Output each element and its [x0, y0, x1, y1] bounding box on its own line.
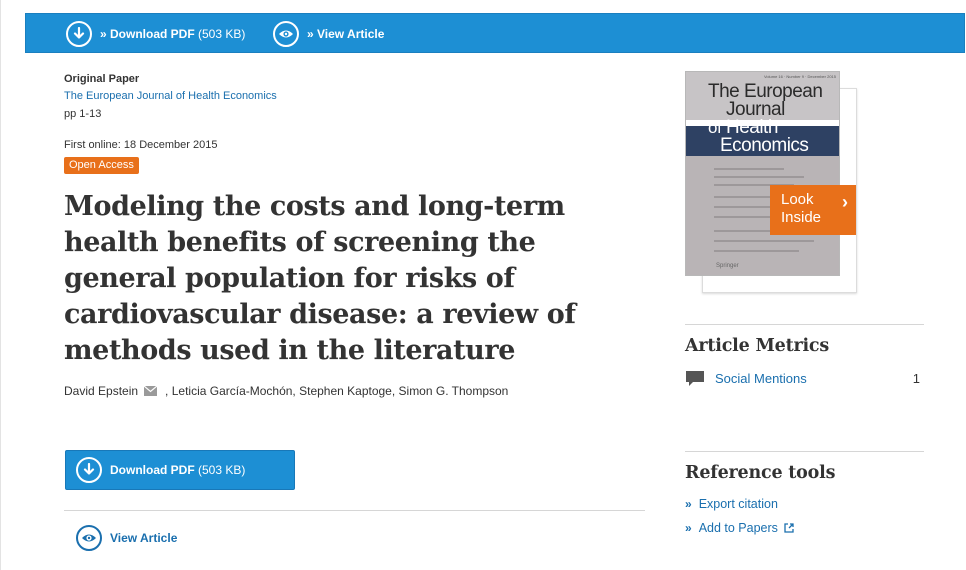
cover-volume-text: Volume 16 · Number 9 · December 2015	[763, 74, 836, 79]
double-chevron-icon: »	[685, 521, 692, 535]
author-link-epstein[interactable]: David Epstein	[64, 384, 139, 398]
eye-icon	[273, 21, 299, 47]
article-metrics-heading: Article Metrics	[685, 336, 830, 356]
journal-link[interactable]: The European Journal of Health Economics	[64, 90, 277, 102]
download-icon	[66, 21, 92, 47]
view-article-button[interactable]	[76, 525, 177, 551]
reference-tools-heading: Reference tools	[685, 463, 836, 483]
view-article-label: View Article	[110, 531, 178, 545]
article-title: Modeling the costs and long-term health benefits of screening the general population for risks of cardiovascular disease: a review of methods used in the literature	[64, 191, 576, 366]
toolbar-download-pdf-button[interactable]	[66, 14, 245, 54]
journal-cover-image[interactable]	[685, 71, 840, 276]
content-divider	[64, 510, 645, 511]
page-left-border	[0, 0, 1, 570]
article-pages: pp 1-13	[64, 108, 102, 120]
speech-bubble-icon	[685, 370, 705, 387]
eye-icon	[76, 525, 102, 551]
author-list	[64, 384, 508, 398]
social-mentions-count: 1	[912, 370, 920, 386]
toolbar-view-label: » View Article	[307, 27, 385, 41]
metrics-divider	[685, 324, 924, 325]
reference-tools-divider	[685, 451, 924, 452]
export-citation-link[interactable]: » Export citation	[685, 497, 778, 511]
social-mentions-row[interactable]	[685, 368, 924, 388]
add-to-papers-link[interactable]: » Add to Papers	[685, 521, 794, 535]
double-chevron-icon: »	[685, 497, 692, 511]
download-pdf-label: Download PDF (503 KB)	[110, 463, 246, 477]
first-online-date: First online: 18 December 2015	[64, 139, 218, 151]
download-pdf-button[interactable]	[65, 450, 295, 490]
article-type: Original Paper	[64, 73, 140, 85]
social-mentions-label[interactable]: Social Mentions	[715, 370, 807, 386]
envelope-icon[interactable]	[144, 386, 157, 396]
cover-title: The European Journal of Health Economics	[708, 81, 823, 156]
look-inside-button[interactable]: Look Inside ›	[770, 185, 856, 235]
author-list-others[interactable]: , Leticia García-Mochón, Stephen Kaptoge, Simon G. Thompson	[165, 384, 509, 398]
open-access-badge: Open Access	[64, 157, 139, 174]
toolbar-download-label: » Download PDF (503 KB)	[100, 27, 246, 41]
chevron-right-icon: ›	[842, 192, 848, 212]
article-toolbar	[25, 13, 965, 53]
toolbar-view-article-button[interactable]	[273, 14, 384, 54]
cover-publisher: Springer	[716, 263, 739, 269]
external-link-icon	[784, 523, 794, 533]
download-icon	[76, 457, 102, 483]
